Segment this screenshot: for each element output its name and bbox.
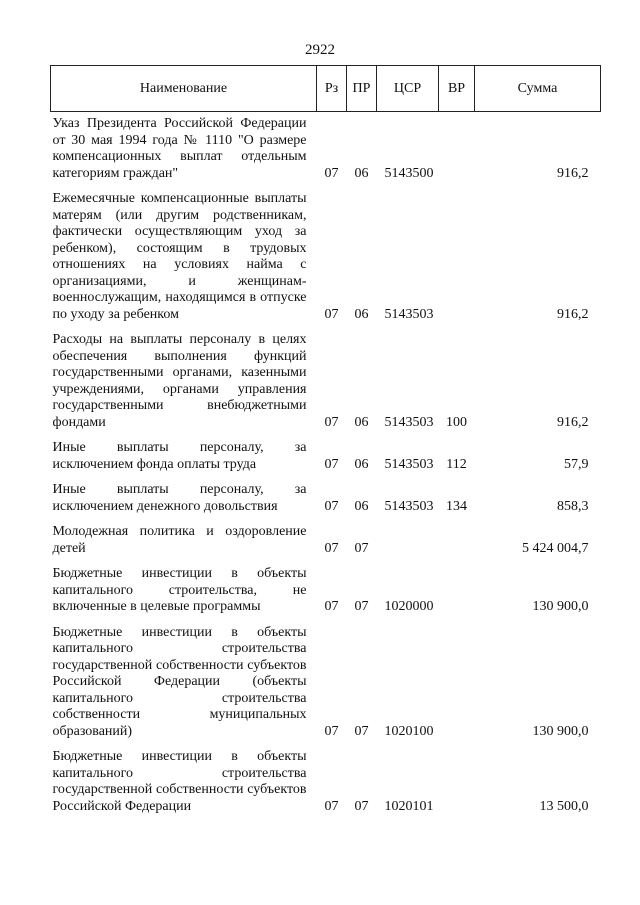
row-pr: 06 [354,456,369,472]
row-rz: 07 [324,306,339,322]
row-vr [439,625,475,750]
row-csr: 5143503 [384,306,434,322]
row-vr [439,749,475,824]
row-pr: 06 [354,414,369,430]
row-pr: 07 [354,798,369,814]
row-vr: 134 [446,498,467,514]
row-pr: 06 [354,306,369,322]
row-pr: 06 [354,165,369,181]
row-name: Иные выплаты персоналу, за исключением денежного довольствия [52,482,307,514]
table-row [51,749,601,824]
row-name: Указ Президента Российской Федерации от 30 мая 1994 года № 1110 "О размере компенсационных выплат отдельным категориям граждан" [52,116,307,181]
row-csr: 5143503 [384,456,434,472]
header-vr: ВР [439,66,475,112]
row-rz: 07 [324,165,339,181]
row-name: Бюджетные инвестиции в объекты капитального строительства государственной собственности субъектов Российской Федерации (объекты капитального строительства собственности муниципальных образований) [52,624,307,739]
header-rz: Рз [317,66,347,112]
row-sum: 5 424 004,7 [522,540,589,556]
row-vr [439,524,475,566]
row-name: Расходы на выплаты персоналу в целях обеспечения выполнения функций государственными органами, казенными учреждениями, органами управления государственными внебюджетными фондами [52,332,307,430]
row-csr [377,524,439,566]
header-pr: ПР [347,66,377,112]
row-name: Бюджетные инвестиции в объекты капитального строительства, не включенные в целевые программы [52,566,307,614]
row-rz: 07 [324,414,339,430]
row-rz: 07 [324,798,339,814]
table-row [51,440,601,482]
row-name: Бюджетные инвестиции в объекты капитального строительства государственной собственности субъектов Российской Федерации [52,749,307,814]
row-csr: 5143503 [384,414,434,430]
header-name: Наименование [51,66,317,112]
row-sum: 916,2 [557,306,589,322]
row-sum: 57,9 [564,456,589,472]
table-row [51,482,601,524]
row-rz: 07 [324,498,339,514]
row-pr: 07 [354,540,369,556]
table-row [51,332,601,440]
row-csr: 5143500 [384,165,434,181]
row-vr [439,566,475,625]
row-vr: 100 [446,414,467,430]
row-name: Ежемесячные компенсационные выплаты матерям (или другим родственникам, фактически осуществляющим уход за ребенком), состоящим в трудовых отношениях на условиях найма с организациями, и женщинам-военнослужащим, находящимся в отпуске по уходу за ребенком [52,191,307,322]
row-rz: 07 [324,723,339,739]
row-vr [439,112,475,192]
row-name: Молодежная политика и оздоровление детей [52,524,307,556]
table-body [51,112,601,825]
row-pr: 07 [354,599,369,614]
row-name: Иные выплаты персоналу, за исключением фонда оплаты труда [52,440,307,472]
row-sum: 858,3 [557,498,589,514]
row-csr: 1020100 [384,723,434,739]
row-vr [439,191,475,332]
row-sum: 130 900,0 [532,723,589,739]
row-sum: 916,2 [557,165,589,181]
row-sum: 13 500,0 [539,798,589,814]
header-csr: ЦСР [377,66,439,112]
table-row [51,625,601,750]
row-pr: 06 [354,498,369,514]
row-sum: 130 900,0 [532,599,589,614]
row-csr: 5143503 [384,498,434,514]
table-header [51,66,601,112]
page-number: 2922 [305,42,335,58]
row-csr: 1020000 [384,599,434,614]
table-row [51,566,601,625]
header-sum: Сумма [475,66,601,112]
table-row [51,524,601,566]
row-rz: 07 [324,456,339,472]
row-csr: 1020101 [384,798,434,814]
table-row [51,112,601,192]
row-pr: 07 [354,723,369,739]
row-vr: 112 [446,456,467,472]
row-rz: 07 [324,540,339,556]
budget-table [50,65,601,824]
row-sum: 916,2 [557,414,589,430]
row-rz: 07 [324,599,339,614]
table-row [51,191,601,332]
